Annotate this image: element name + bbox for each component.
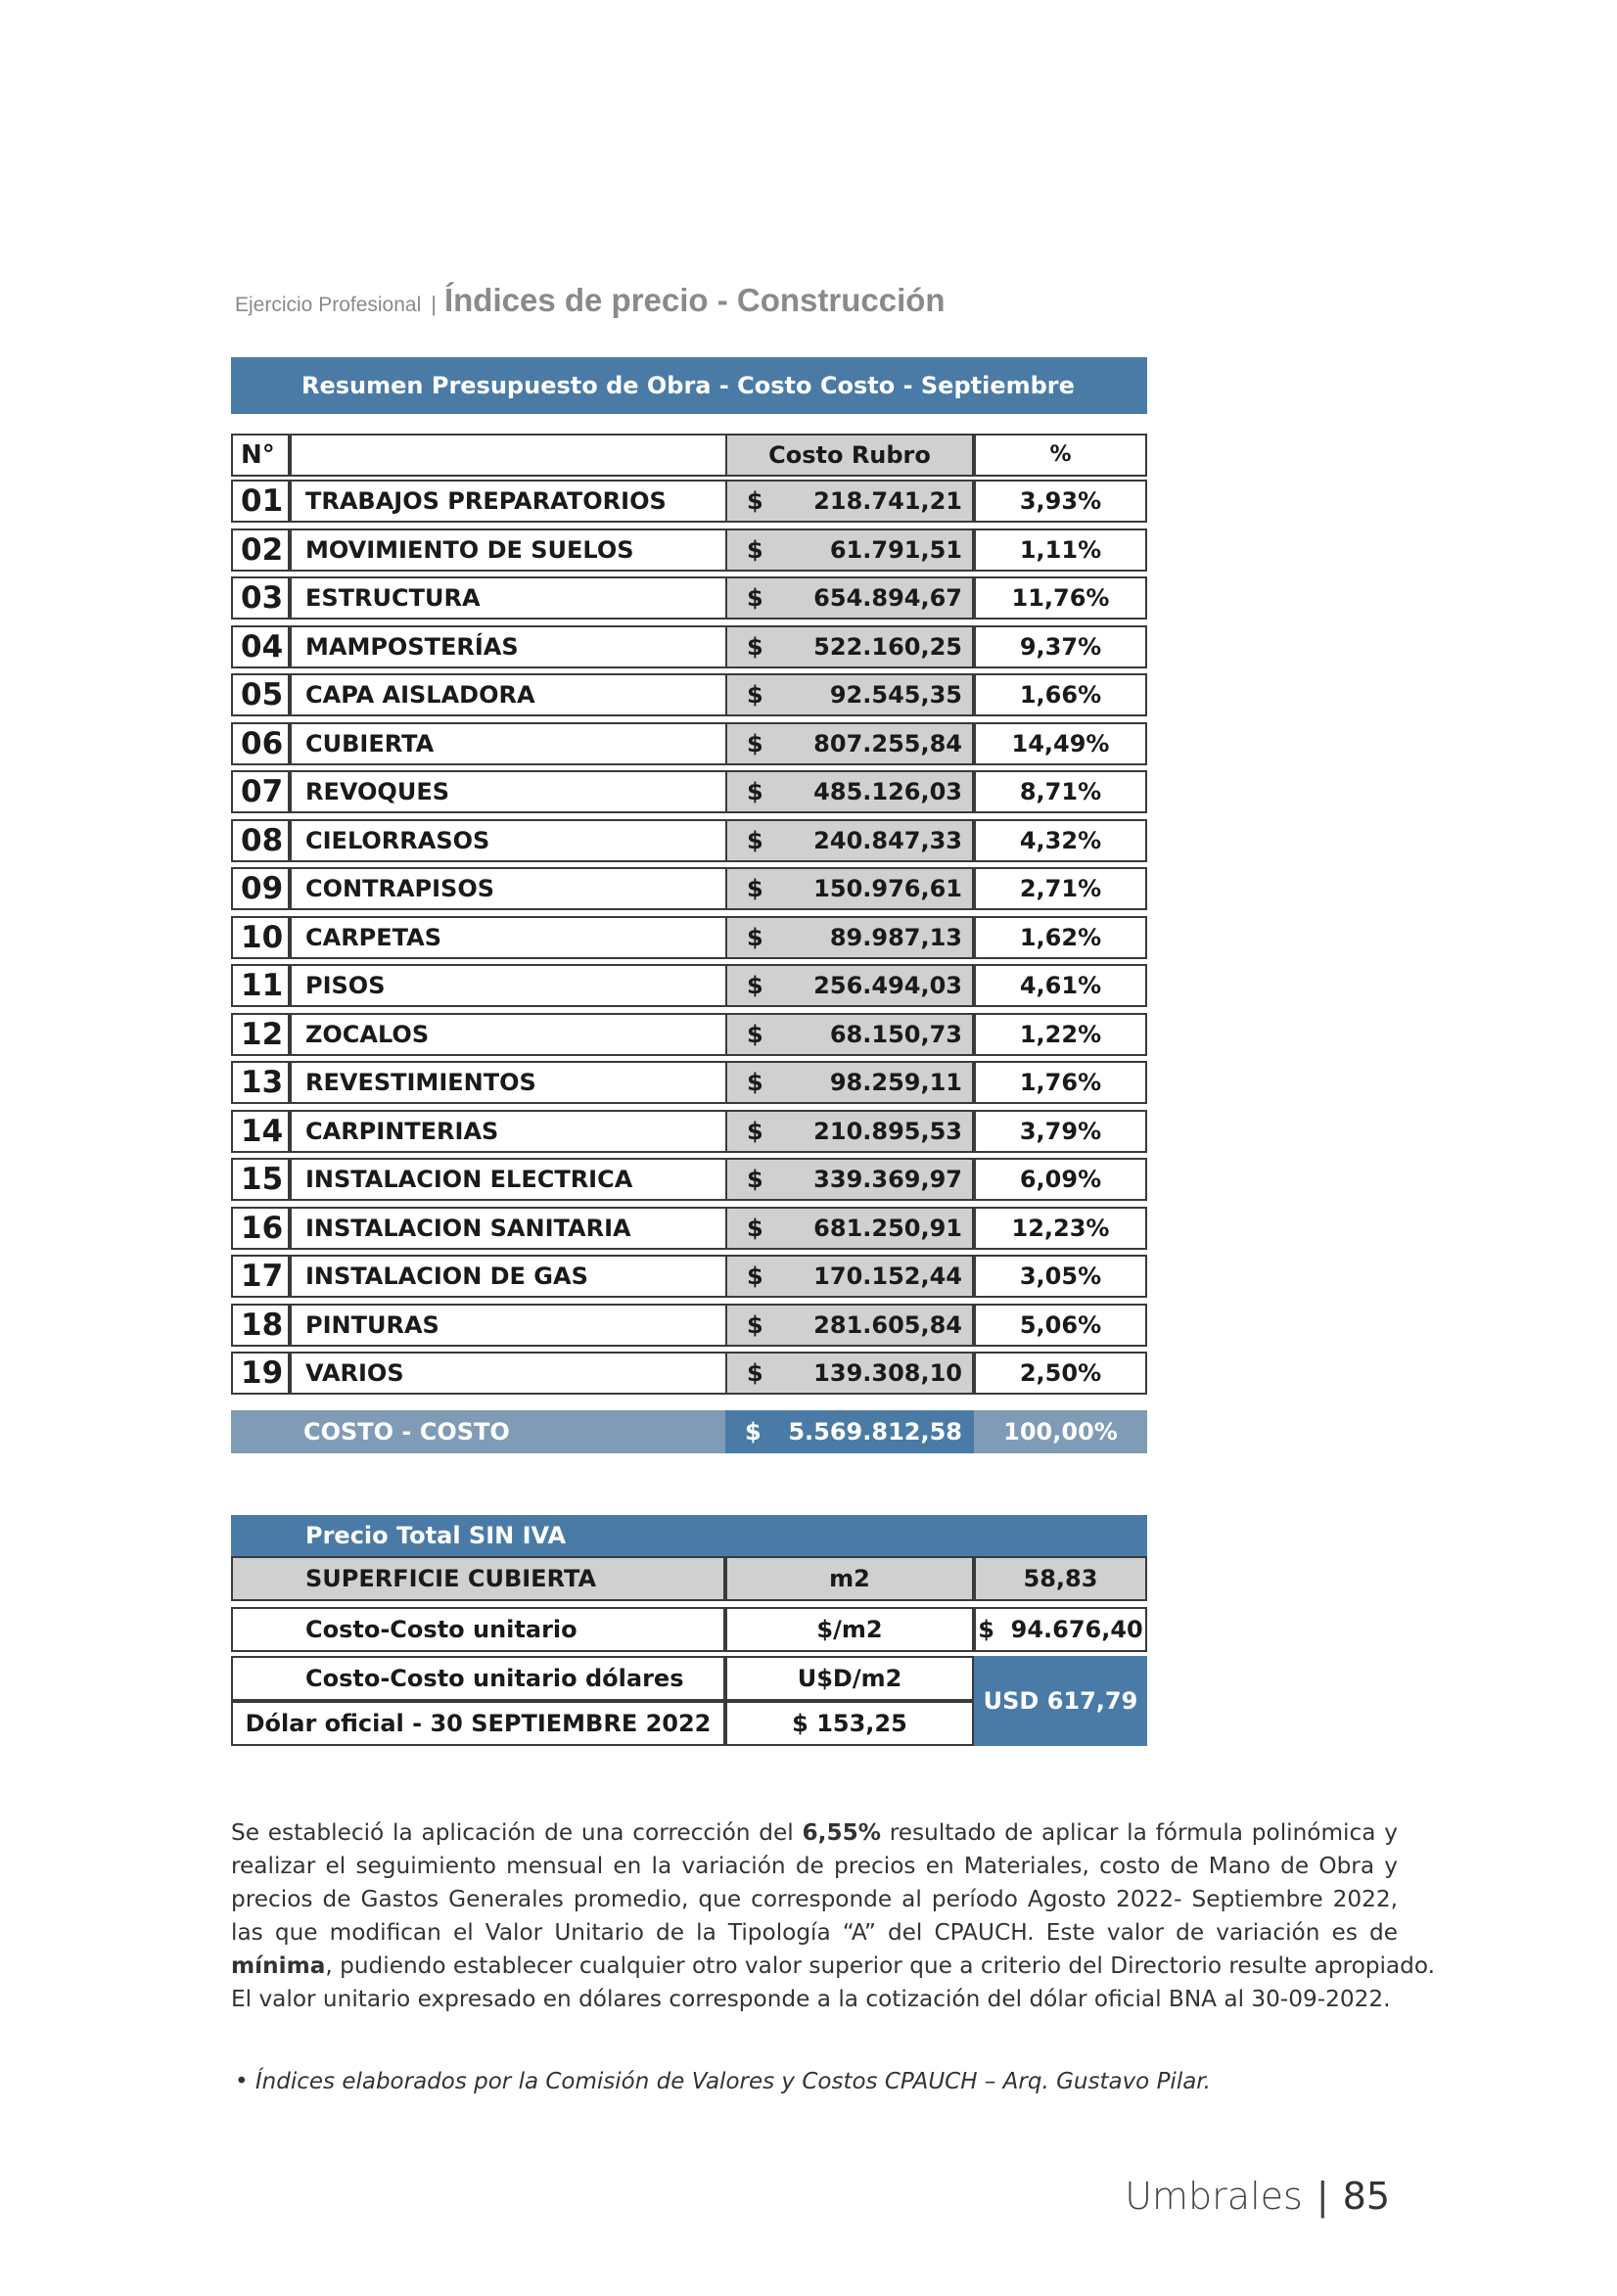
row-currency: $ — [747, 1069, 763, 1096]
row-amount-cell — [725, 1207, 974, 1250]
row-amount-cell — [725, 1013, 974, 1056]
row-amount-cell — [725, 480, 974, 523]
row-name: MOVIMIENTO DE SUELOS — [290, 528, 959, 572]
row-currency: $ — [747, 584, 763, 612]
row-name: INSTALACION SANITARIA — [290, 1207, 959, 1250]
row-amount: 210.895,53 — [813, 1118, 962, 1145]
row-name: CARPETAS — [290, 916, 959, 959]
usd-cost-label: Costo-Costo unitario dólares — [231, 1656, 725, 1701]
page-number: 85 — [1342, 2175, 1390, 2218]
table-row — [231, 1352, 1147, 1395]
row-pct: 8,71% — [974, 770, 1147, 813]
para-line-6: El valor unitario expresado en dólares corresponde a la cotización del dólar oficial BNA al 30-09-2022. — [231, 1986, 1391, 2012]
row-number: 01 — [231, 480, 290, 523]
table-row — [231, 1013, 1147, 1056]
explanation-paragraph — [231, 1816, 1435, 2016]
total-amount: 5.569.812,58 — [788, 1418, 962, 1446]
row-currency: $ — [747, 536, 763, 564]
row-currency: $ — [747, 1311, 763, 1339]
row-number: 13 — [231, 1061, 290, 1104]
row-amount: 92.545,35 — [829, 681, 962, 709]
table-row — [231, 673, 1147, 716]
row-currency: $ — [747, 827, 763, 854]
minima-word: mínima — [231, 1952, 326, 1979]
row-pct: 14,49% — [974, 722, 1147, 765]
row-pct: 12,23% — [974, 1207, 1147, 1250]
row-amount-cell — [725, 1110, 974, 1153]
row-name: INSTALACION ELECTRICA — [290, 1158, 959, 1201]
table-row — [231, 722, 1147, 765]
para-line-3: precios de Gastos Generales promedio, que corresponde al período Agosto 2022- Septiembre 2022, — [231, 1886, 1398, 1912]
row-currency: $ — [747, 633, 763, 661]
row-number: 08 — [231, 819, 290, 862]
table-row — [231, 625, 1147, 668]
row-amount-cell — [725, 1061, 974, 1104]
row-amount: 150.976,61 — [813, 875, 962, 902]
row-number: 14 — [231, 1110, 290, 1153]
row-amount-cell — [725, 1304, 974, 1347]
row-pct: 3,93% — [974, 480, 1147, 523]
row-number: 05 — [231, 673, 290, 716]
table-row — [231, 1158, 1147, 1201]
table-row — [231, 480, 1147, 523]
table-row — [231, 576, 1147, 620]
row-pct: 1,76% — [974, 1061, 1147, 1104]
page-footer — [1125, 2175, 1390, 2218]
row-pct: 11,76% — [974, 576, 1147, 620]
col-cost-header: Costo Rubro — [725, 434, 974, 477]
table-row — [231, 819, 1147, 862]
row-name: CUBIERTA — [290, 722, 959, 765]
row-pct: 2,71% — [974, 867, 1147, 910]
row-amount-cell — [725, 819, 974, 862]
row-currency: $ — [747, 1021, 763, 1048]
row-amount: 485.126,03 — [813, 778, 962, 805]
row-pct: 9,37% — [974, 625, 1147, 668]
row-number: 07 — [231, 770, 290, 813]
table-row — [231, 1255, 1147, 1298]
surface-unit: m2 — [725, 1556, 974, 1601]
row-number: 18 — [231, 1304, 290, 1347]
row-pct: 6,09% — [974, 1158, 1147, 1201]
row-number: 11 — [231, 964, 290, 1007]
source-note: • Índices elaborados por la Comisión de Valores y Costos CPAUCH – Arq. Gustavo Pilar. — [235, 2069, 1211, 2094]
row-number: 09 — [231, 867, 290, 910]
table-row — [231, 1304, 1147, 1347]
row-name: VARIOS — [290, 1352, 959, 1395]
table-row — [231, 1061, 1147, 1104]
row-amount: 139.308,10 — [813, 1359, 962, 1387]
row-amount: 681.250,91 — [813, 1215, 962, 1242]
row-number: 15 — [231, 1158, 290, 1201]
table-row — [231, 867, 1147, 910]
col-pct-header: % — [974, 434, 1147, 477]
row-amount: 807.255,84 — [813, 730, 962, 758]
dollar-rate-value: $ 153,25 — [725, 1701, 974, 1746]
row-currency: $ — [747, 875, 763, 902]
row-amount: 654.894,67 — [813, 584, 962, 612]
table-row — [231, 1207, 1147, 1250]
unit-cost-unit: $/m2 — [725, 1607, 974, 1652]
row-name: ZOCALOS — [290, 1013, 959, 1056]
row-amount: 522.160,25 — [813, 633, 962, 661]
row-amount-cell — [725, 528, 974, 572]
row-amount: 281.605,84 — [813, 1311, 962, 1339]
row-amount: 68.150,73 — [829, 1021, 962, 1048]
row-amount-cell — [725, 673, 974, 716]
row-currency: $ — [747, 778, 763, 805]
page-header — [235, 282, 946, 319]
row-amount-cell — [725, 916, 974, 959]
footer-separator: | — [1316, 2175, 1329, 2218]
row-amount: 256.494,03 — [813, 972, 962, 999]
total-amount-cell — [725, 1410, 974, 1453]
para-line-4: las que modifican el Valor Unitario de la Tipología “A” del CPAUCH. Este valor de variación es de — [231, 1919, 1398, 1946]
para-line-1a: Se estableció la aplicación de una corrección del — [231, 1819, 803, 1846]
row-number: 10 — [231, 916, 290, 959]
row-pct: 4,32% — [974, 819, 1147, 862]
para-line-1 — [231, 1816, 1398, 1850]
row-currency: $ — [747, 924, 763, 951]
row-currency: $ — [747, 487, 763, 515]
row-name: REVESTIMIENTOS — [290, 1061, 959, 1104]
price-table-title: Precio Total SIN IVA — [231, 1515, 1147, 1556]
row-number: 16 — [231, 1207, 290, 1250]
row-amount: 339.369,97 — [813, 1166, 962, 1193]
page-title: Índices de precio - Construcción — [443, 282, 946, 318]
header-separator: | — [431, 292, 437, 316]
row-amount-cell — [725, 625, 974, 668]
surface-value: 58,83 — [974, 1556, 1147, 1601]
col-num-header: N° — [231, 434, 290, 477]
para-line-1c: resultado de aplicar la fórmula polinómica y — [880, 1819, 1398, 1846]
usd-value: USD 617,79 — [974, 1656, 1147, 1746]
row-amount-cell — [725, 1255, 974, 1298]
usd-cost-unit: U$D/m2 — [725, 1656, 974, 1701]
para-line-5b: , pudiendo establecer cualquier otro valor superior que a criterio del Directorio resulte apropiado. — [325, 1952, 1435, 1979]
row-currency: $ — [747, 1215, 763, 1242]
row-amount-cell — [725, 722, 974, 765]
total-label: COSTO - COSTO — [303, 1418, 510, 1446]
row-number: 06 — [231, 722, 290, 765]
dollar-rate-label: Dólar oficial - 30 SEPTIEMBRE 2022 — [231, 1701, 725, 1746]
unit-cost-row — [231, 1607, 1147, 1652]
row-pct: 1,66% — [974, 673, 1147, 716]
row-amount: 218.741,21 — [813, 487, 962, 515]
table-row — [231, 916, 1147, 959]
row-currency: $ — [747, 730, 763, 758]
row-name: INSTALACION DE GAS — [290, 1255, 959, 1298]
budget-table-title: Resumen Presupuesto de Obra - Costo Costo - Septiembre — [231, 357, 1147, 414]
total-pct: 100,00% — [1003, 1418, 1118, 1446]
row-pct: 2,50% — [974, 1352, 1147, 1395]
row-pct: 4,61% — [974, 964, 1147, 1007]
row-amount: 98.259,11 — [829, 1069, 962, 1096]
total-currency: $ — [745, 1418, 762, 1446]
row-name: CIELORRASOS — [290, 819, 959, 862]
row-number: 02 — [231, 528, 290, 572]
row-number: 03 — [231, 576, 290, 620]
correction-value: 6,55% — [802, 1819, 881, 1846]
row-amount-cell — [725, 1352, 974, 1395]
row-currency: $ — [747, 972, 763, 999]
row-pct: 1,22% — [974, 1013, 1147, 1056]
surface-label: SUPERFICIE CUBIERTA — [231, 1556, 725, 1601]
publication-name: Umbrales — [1125, 2175, 1303, 2218]
total-row — [231, 1410, 1147, 1453]
budget-table-header — [231, 434, 1147, 477]
table-row — [231, 1110, 1147, 1153]
row-pct: 1,62% — [974, 916, 1147, 959]
para-line-5 — [231, 1950, 1435, 1983]
para-line-2: realizar el seguimiento mensual en la variación de precios en Materiales, costo de Mano de Obra y — [231, 1853, 1398, 1879]
row-amount-cell — [725, 964, 974, 1007]
row-amount: 61.791,51 — [829, 536, 962, 564]
row-pct: 1,11% — [974, 528, 1147, 572]
row-name: CARPINTERIAS — [290, 1110, 959, 1153]
row-amount-cell — [725, 576, 974, 620]
row-amount-cell — [725, 1158, 974, 1201]
table-row — [231, 528, 1147, 572]
row-name: CAPA AISLADORA — [290, 673, 959, 716]
surface-row — [231, 1556, 1147, 1601]
row-pct: 5,06% — [974, 1304, 1147, 1347]
row-pct: 3,05% — [974, 1255, 1147, 1298]
row-name: CONTRAPISOS — [290, 867, 959, 910]
row-number: 12 — [231, 1013, 290, 1056]
row-name: PISOS — [290, 964, 959, 1007]
table-row — [231, 964, 1147, 1007]
row-name: TRABAJOS PREPARATORIOS — [290, 480, 959, 523]
row-amount: 89.987,13 — [829, 924, 962, 951]
row-name: ESTRUCTURA — [290, 576, 959, 620]
unit-cost-label: Costo-Costo unitario — [231, 1607, 725, 1652]
row-currency: $ — [747, 1263, 763, 1290]
row-name: PINTURAS — [290, 1304, 959, 1347]
row-pct: 3,79% — [974, 1110, 1147, 1153]
table-row — [231, 770, 1147, 813]
row-name: REVOQUES — [290, 770, 959, 813]
row-number: 19 — [231, 1352, 290, 1395]
row-currency: $ — [747, 1166, 763, 1193]
row-amount-cell — [725, 867, 974, 910]
row-number: 17 — [231, 1255, 290, 1298]
row-number: 04 — [231, 625, 290, 668]
unit-cost-value: $ 94.676,40 — [974, 1607, 1147, 1652]
row-currency: $ — [747, 681, 763, 709]
row-currency: $ — [747, 1359, 763, 1387]
row-currency: $ — [747, 1118, 763, 1145]
section-label: Ejercicio Profesional — [235, 294, 422, 316]
row-amount: 170.152,44 — [813, 1263, 962, 1290]
row-amount-cell — [725, 770, 974, 813]
row-name: MAMPOSTERÍAS — [290, 625, 959, 668]
row-amount: 240.847,33 — [813, 827, 962, 854]
